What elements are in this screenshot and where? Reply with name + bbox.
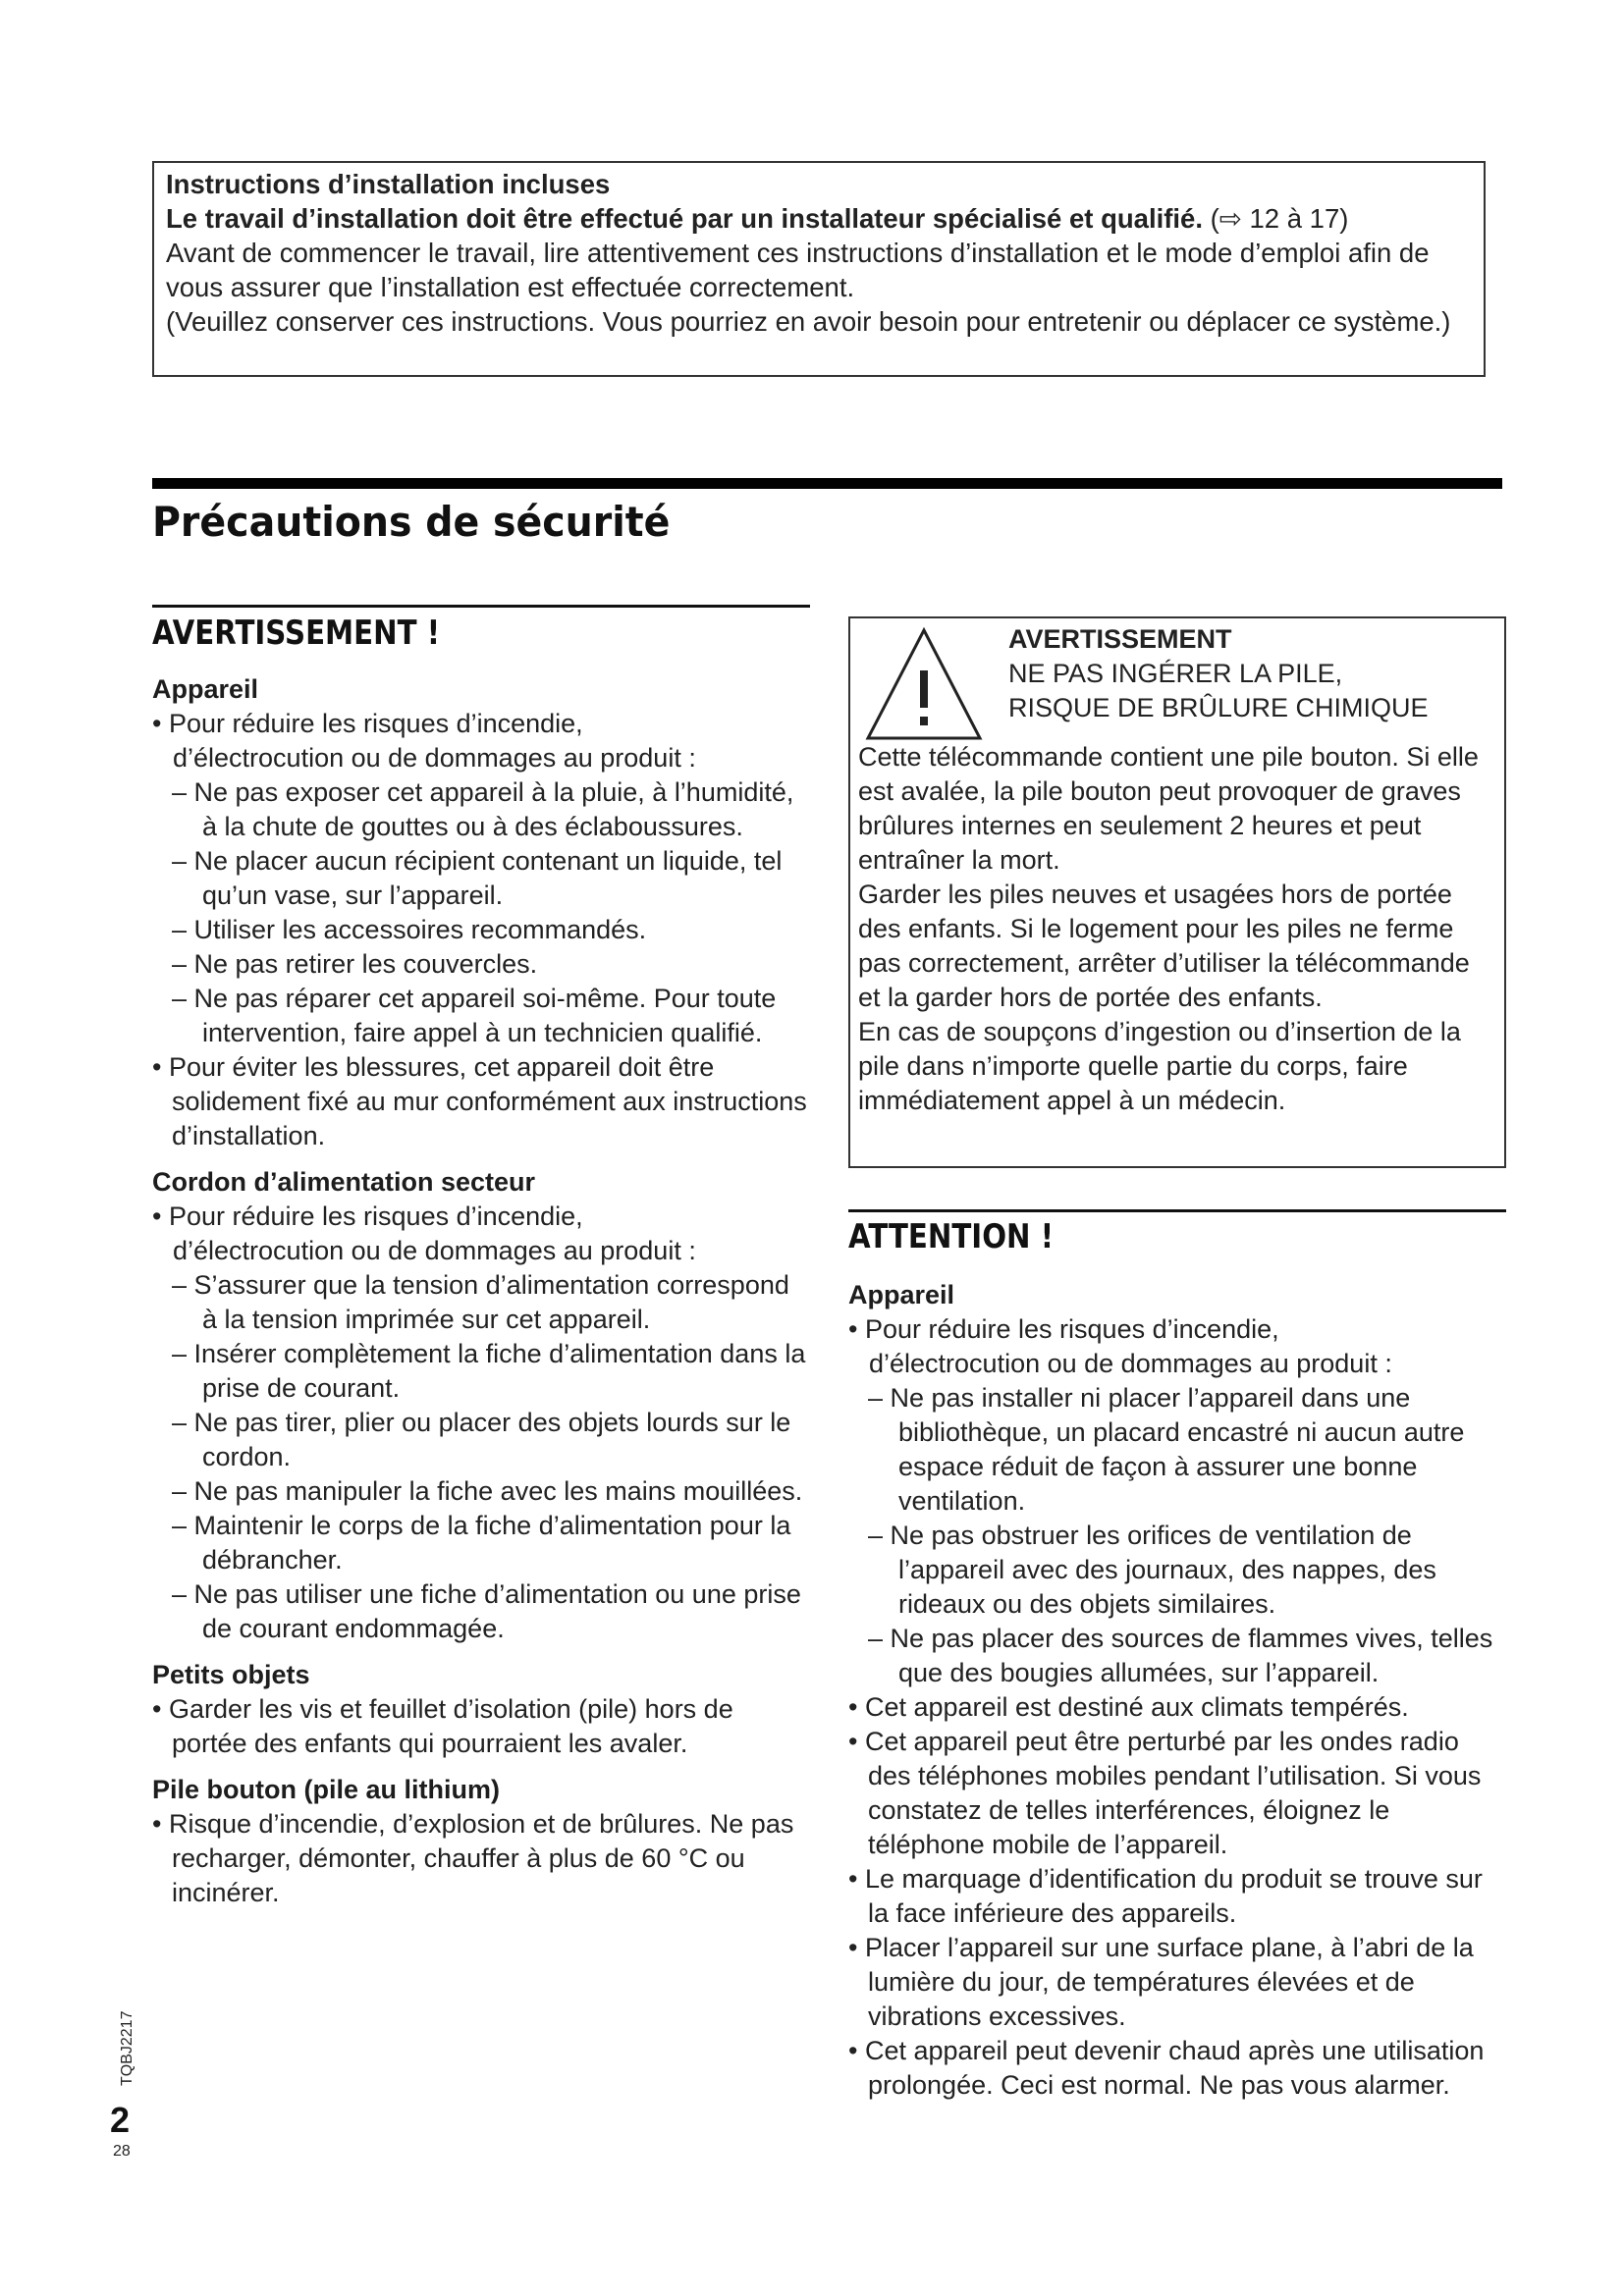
subsection-title-petits-objets: Petits objets <box>152 1660 310 1689</box>
battery-warning-line2: NE PAS INGÉRER LA PILE, <box>1008 659 1343 688</box>
list-item-continuation: d’électrocution ou de dommages au produit : <box>173 743 696 773</box>
arrow-right-icon: ⇨ <box>1218 203 1242 234</box>
attention-section-heading: ATTENTION ! <box>848 1217 1055 1256</box>
list-item: – Ne placer aucun récipient contenant un liquide, tel qu’un vase, sur l’appareil. <box>172 846 783 910</box>
subsection-title-appareil: Appareil <box>848 1280 955 1309</box>
warning-section-content <box>152 672 810 1910</box>
list-item: • Risque d’incendie, d’explosion et de brûlures. Ne pas recharger, démonter, chauffer à plus de 60 °C ou incinérer. <box>152 1809 794 1907</box>
page-title: Précautions de sécurité <box>152 498 671 546</box>
installation-notice-box <box>152 161 1486 377</box>
battery-warning-paragraph: Garder les piles neuves et usagées hors de portée des enfants. Si le logement pour les piles ne ferme pas correctement, arrêter d’utiliser la télécommande et la garder hors de portée des enfants. <box>858 880 1470 1012</box>
list-item: • Pour réduire les risques d’incendie, <box>848 1314 1279 1344</box>
list-item: – Insérer complètement la fiche d’alimentation dans la prise de courant. <box>172 1339 806 1403</box>
battery-warning-header <box>1008 622 1429 725</box>
battery-warning-paragraph: Cette télécommande contient une pile bouton. Si elle est avalée, la pile bouton peut provoquer de graves brûlures internes en seulement 2 heures et peut entraîner la mort. <box>858 742 1479 875</box>
installation-notice-emphasis-line <box>166 201 1484 236</box>
installation-notice-title: Instructions d’installation incluses <box>166 169 611 199</box>
list-item: – Ne pas tirer, plier ou placer des objets lourds sur le cordon. <box>172 1408 791 1471</box>
subsection-title-pile-bouton: Pile bouton (pile au lithium) <box>152 1775 500 1804</box>
list-item: – Ne pas exposer cet appareil à la pluie, à l’humidité, à la chute de gouttes ou à des éclaboussures. <box>172 777 794 841</box>
list-item: • Pour réduire les risques d’incendie, <box>152 709 583 738</box>
list-item-continuation: d’électrocution ou de dommages au produit : <box>173 1236 696 1265</box>
list-item: – Ne pas obstruer les orifices de ventilation de l’appareil avec des journaux, des nappes, des rideaux ou des objets similaires. <box>868 1521 1436 1619</box>
list-item: – Ne pas installer ni placer l’appareil dans une bibliothèque, un placard encastré ni aucun autre espace réduit de façon à assurer une bonne ventilation. <box>868 1383 1465 1516</box>
list-item: – Ne pas manipuler la fiche avec les mains mouillées. <box>172 1476 803 1506</box>
list-item: – S’assurer que la tension d’alimentation correspond à la tension imprimée sur cet appareil. <box>172 1270 789 1334</box>
main-title-rule <box>152 478 1502 489</box>
warning-section-heading: AVERTISSEMENT ! <box>152 614 441 653</box>
subsection-title-appareil: Appareil <box>152 674 259 704</box>
list-item: • Pour réduire les risques d’incendie, <box>152 1201 583 1231</box>
list-item-continuation: d’électrocution ou de dommages au produit : <box>869 1349 1392 1378</box>
battery-warning-line3: RISQUE DE BRÛLURE CHIMIQUE <box>1008 693 1429 722</box>
list-item: • Le marquage d’identification du produit se trouve sur la face inférieure des appareils. <box>848 1864 1483 1928</box>
list-item: • Placer l’appareil sur une surface plane, à l’abri de la lumière du jour, de températures élevées et de vibrations excessives. <box>848 1933 1474 2031</box>
battery-warning-paragraph: En cas de soupçons d’ingestion ou d’insertion de la pile dans n’importe quelle partie du corps, faire immédiatement appel à un médecin. <box>858 1017 1461 1115</box>
list-item: • Pour éviter les blessures, cet appareil doit être solidement fixé au mur conformément aux instructions d’installation. <box>152 1052 807 1150</box>
warning-triangle-icon <box>864 626 984 742</box>
page-number: 2 <box>110 2100 131 2140</box>
attention-section-content <box>848 1278 1506 2103</box>
list-item: • Cet appareil peut devenir chaud après une utilisation prolongée. Ceci est normal. Ne pas vous alarmer. <box>848 2036 1485 2100</box>
list-item: • Cet appareil peut être perturbé par les ondes radio des téléphones mobiles pendant l’utilisation. Si vous constatez de telles interférences, éloignez le téléphone mobile de l’appareil. <box>848 1727 1482 1859</box>
page-number-secondary: 28 <box>113 2143 131 2160</box>
list-item: • Garder les vis et feuillet d’isolation (pile) hors de portée des enfants qui pourraient les avaler. <box>152 1694 733 1758</box>
installation-notice-ref-pages: 12 à 17) <box>1249 203 1349 234</box>
installation-notice-ref-open: ( <box>1202 203 1219 234</box>
attention-section-rule <box>848 1209 1506 1212</box>
document-code: TQBJ2217 <box>119 2010 135 2086</box>
list-item: • Cet appareil est destiné aux climats tempérés. <box>848 1692 1409 1722</box>
warning-section-rule <box>152 605 810 608</box>
installation-notice-line1: Avant de commencer le travail, lire attentivement ces instructions d’installation et le mode d’emploi afin de vous assurer que l’installation est effectuée correctement. <box>166 238 1430 302</box>
list-item: – Ne pas réparer cet appareil soi-même. Pour toute intervention, faire appel à un technicien qualifié. <box>172 984 777 1047</box>
list-item: – Maintenir le corps de la fiche d’alimentation pour la débrancher. <box>172 1511 791 1575</box>
list-item: – Utiliser les accessoires recommandés. <box>172 915 647 944</box>
battery-warning-box <box>848 616 1506 1168</box>
list-item: – Ne pas utiliser une fiche d’alimentation ou une prise de courant endommagée. <box>172 1579 801 1643</box>
subsection-title-cordon: Cordon d’alimentation secteur <box>152 1167 536 1197</box>
battery-warning-body <box>858 740 1496 1118</box>
list-item: – Ne pas placer des sources de flammes vives, telles que des bougies allumées, sur l’appareil. <box>868 1624 1493 1687</box>
installation-notice-line2: (Veuillez conserver ces instructions. Vous pourriez en avoir besoin pour entretenir ou déplacer ce système.) <box>166 306 1451 337</box>
battery-warning-title: AVERTISSEMENT <box>1008 624 1232 654</box>
installation-notice-emphasis: Le travail d’installation doit être effectué par un installateur spécialisé et qualifié. <box>166 203 1203 234</box>
list-item: – Ne pas retirer les couvercles. <box>172 949 538 979</box>
